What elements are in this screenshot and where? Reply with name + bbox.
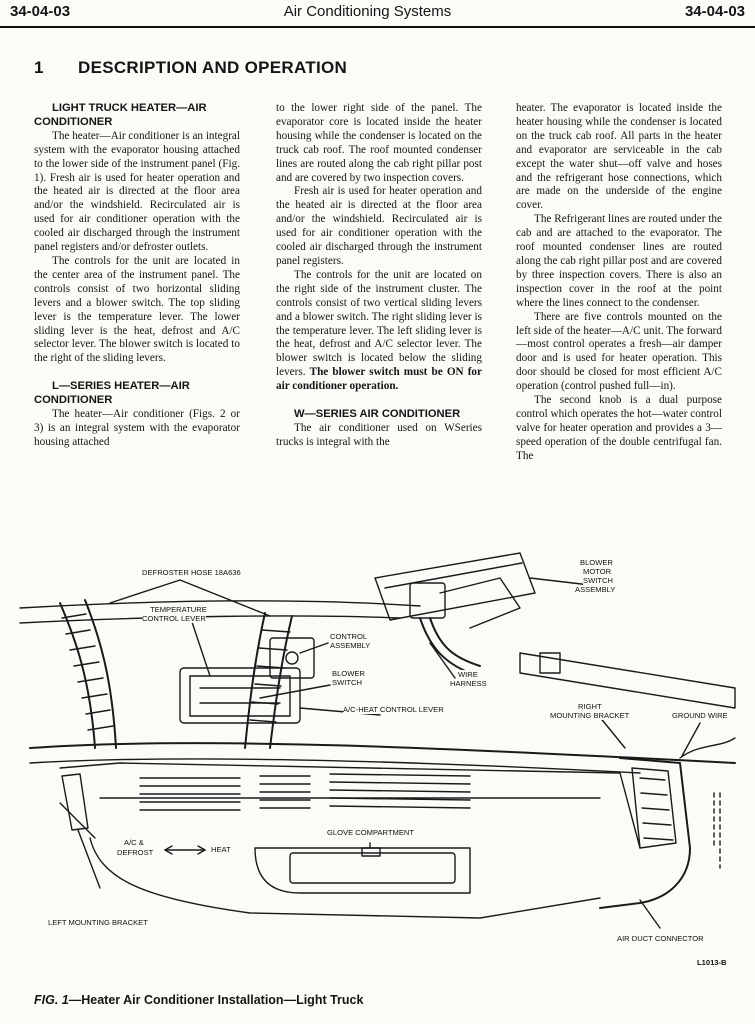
label-blower-motor-switch-line4: ASSEMBLY: [575, 585, 616, 594]
paragraph: The Refrigerant lines are routed under the cab and are attached to the evaporator. The roof mounted condenser lines are routed along the cab right pillar post and are covered by three inspection covers. There is also an inspection cover in the roof at the point where the lines connect to the condenser.: [516, 213, 722, 309]
label-left-mounting-bracket: LEFT MOUNTING BRACKET: [48, 918, 148, 927]
running-title: Air Conditioning Systems: [283, 3, 452, 20]
paragraph: to the lower right side of the panel. The evaporator core is located inside the heater housing while the condenser is located on the truck cab roof. The roof mounted condenser lines are routed along the cab right pillar post and are covered by two inspection covers.: [276, 102, 482, 184]
page-number-right: 34-04-03: [684, 3, 745, 20]
label-ac-heat-control-lever: A/C-HEAT CONTROL LEVER: [343, 705, 444, 714]
label-glove-compartment: GLOVE COMPARTMENT: [327, 828, 415, 837]
paragraph: The heater—Air conditioner is an integral system with the evaporator housing attached to the lower side of the instrument panel (Fig. 1). Fresh air is used for heater operation and the heated air is directed at the floor area and/or the windshield. Recirculated air is used for air conditioner operation with the cooled air discharged through the instrument panel registers and/or defroster outlets.: [34, 129, 240, 254]
text-column-2: [276, 102, 482, 450]
page-number-left: 34-04-03: [10, 3, 71, 20]
label-heat: HEAT: [211, 845, 231, 854]
label-temperature-control-lever-line2: CONTROL LEVER: [142, 614, 206, 623]
label-control-assembly-line1: CONTROL: [330, 632, 368, 641]
paragraph: There are five controls mounted on the left side of the heater—A/C unit. The forward—most control operates a fresh—air damper door and is used for heater operation. This door should be closed for most efficient A/C operation (control pushed full—in).: [516, 310, 722, 393]
label-blower-motor-switch-line3: SWITCH: [583, 576, 613, 585]
label-ac-defrost-line1: A/C &: [124, 838, 144, 847]
paragraph: Fresh air is used for heater operation and the heated air is directed at the floor area and/or the windshield. Recirculated air is used for air conditioner operation with the cooled air discharged through the instrument panel registers.: [276, 185, 482, 267]
paragraph: The air conditioner used on WSeries trucks is integral with the: [276, 421, 482, 448]
label-air-duct-connector: AIR DUCT CONNECTOR: [617, 934, 704, 943]
section-number: 1: [34, 58, 44, 77]
paragraph: The second knob is a dual purpose control which operates the hot—water control valve for heater operation and provides a 3—speed operation of the double centrifugal fan. The: [516, 394, 722, 462]
paragraph: [276, 269, 482, 394]
label-ground-wire: GROUND WIRE: [672, 711, 728, 720]
text-column-1: [34, 102, 240, 450]
section-heading: [34, 58, 347, 78]
label-blower-switch-line2: SWITCH: [332, 678, 362, 687]
bold-note: The blower switch must be ON for air conditioner operation.: [276, 366, 482, 393]
figure-reference-code: L1013-B: [697, 958, 727, 967]
figure-caption: [34, 993, 363, 1007]
figure-caption-text: —Heater Air Conditioner Installation—Light Truck: [68, 993, 364, 1007]
page-header: [0, 0, 755, 28]
label-blower-switch-line1: BLOWER: [332, 669, 365, 678]
subheading-w-series: W—SERIES AIR CONDITIONER: [294, 408, 461, 421]
label-defroster-hose: DEFROSTER HOSE 18A636: [142, 568, 241, 577]
label-wire-harness-line2: HARNESS: [450, 679, 487, 688]
label-ac-defrost-line2: DEFROST: [117, 848, 154, 857]
paragraph: The controls for the unit are located in the center area of the instrument panel. The controls consist of two horizontal sliding levers and a blower switch. The top sliding lever is the temperature lever. The lower sliding lever is the heat, defrost and A/C selector lever. The blower switch is located to the right of the sliding levers.: [34, 254, 240, 365]
label-blower-motor-switch-line1: BLOWER: [580, 558, 613, 567]
figure-installation-diagram: [0, 548, 755, 988]
paragraph: The heater—Air conditioner (Figs. 2 or 3) is an integral system with the evaporator housing attached: [34, 408, 240, 448]
label-blower-motor-switch-line2: MOTOR: [583, 567, 612, 576]
label-temperature-control-lever-line1: TEMPERATURE: [150, 605, 207, 614]
figure-number: FIG. 1: [34, 993, 69, 1007]
section-title: DESCRIPTION AND OPERATION: [78, 58, 348, 77]
subheading-light-truck: LIGHT TRUCK HEATER—AIR CONDITIONER: [34, 102, 207, 128]
label-wire-harness-line1: WIRE: [458, 670, 478, 679]
paragraph-text: The controls for the unit are located on the right side of the instrument cluster. The controls consist of two vertical sliding levers and a blower switch. The right sliding lever is the temperature lever. The left sliding lever is the heat, defrost and A/C selector lever. The blower switch is located below the sliding levers.: [276, 268, 482, 379]
label-right-mounting-bracket-line2: MOUNTING BRACKET: [550, 711, 630, 720]
label-right-mounting-bracket-line1: RIGHT: [578, 702, 602, 711]
paragraph: heater. The evaporator is located inside the heater housing while the condenser is located on the truck cab roof. All parts in the heater and evaporator are serviceable in the cab except the water shut—off valve and hoses and the refrigerant hose connections, which are made on the underside of the engine cover.: [516, 102, 722, 212]
label-control-assembly-line2: ASSEMBLY: [330, 641, 371, 650]
subheading-l-series: L—SERIES HEATER—AIR CONDITIONER: [34, 380, 190, 407]
text-column-3: [516, 102, 722, 464]
